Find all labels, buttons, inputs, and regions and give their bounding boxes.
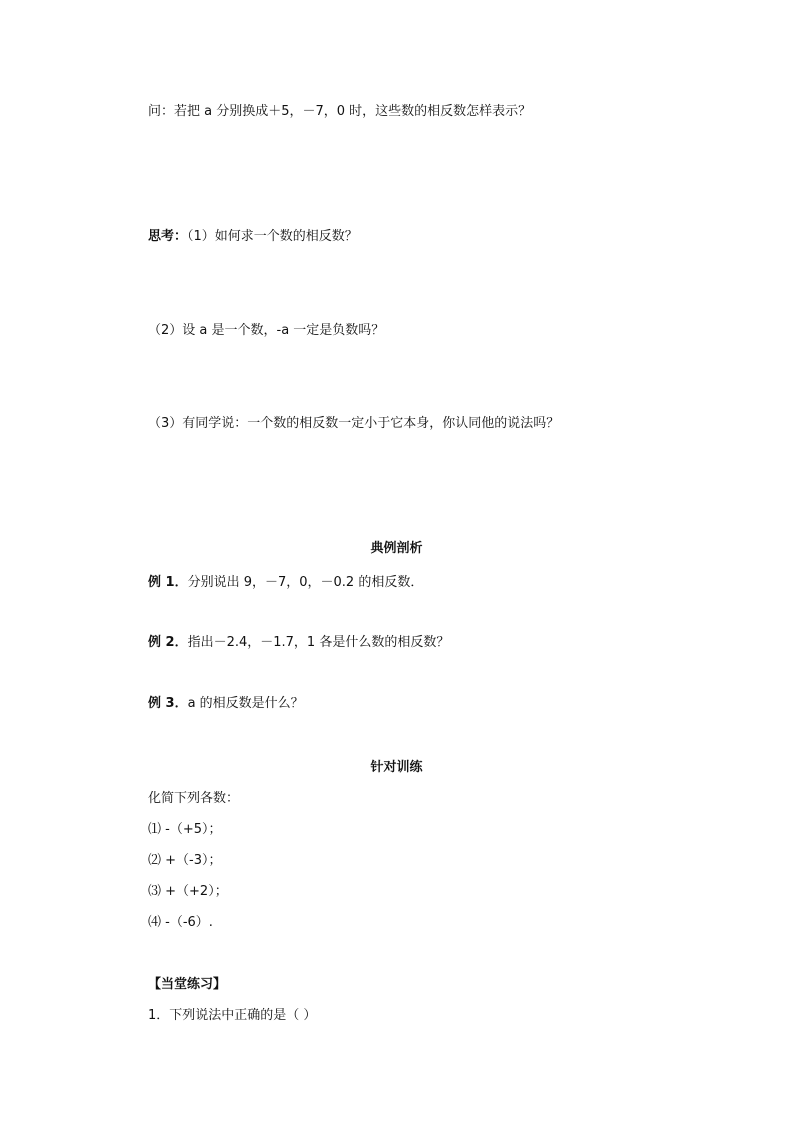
example-3-label: 例 3． bbox=[148, 696, 188, 711]
training-heading: 针对训练 bbox=[370, 760, 423, 775]
training-item-3: ⑶ +（+2）； bbox=[148, 884, 228, 899]
thinking-q1 bbox=[148, 228, 358, 246]
example-3 bbox=[148, 695, 304, 713]
thinking-q3: （3）有同学说：一个数的相反数一定小于它本身，你认同他的说法吗？ bbox=[148, 416, 560, 431]
thinking-q2: （2）设 a 是一个数，-a 一定是负数吗？ bbox=[148, 323, 385, 338]
training-item-2: ⑵ +（-3）； bbox=[148, 853, 222, 868]
example-1-text: 分别说出 9，－7，0，－0.2 的相反数． bbox=[187, 575, 424, 590]
practice-heading: 【当堂练习】 bbox=[148, 977, 227, 992]
example-1-label: 例 1． bbox=[148, 575, 188, 590]
thinking-label: 思考： bbox=[148, 229, 188, 244]
example-1 bbox=[148, 574, 423, 592]
example-2 bbox=[148, 634, 449, 652]
question-text: 问：若把 a 分别换成＋5，－7，0 时，这些数的相反数怎样表示？ bbox=[148, 104, 532, 119]
thinking-q1-text: （1）如何求一个数的相反数？ bbox=[187, 229, 358, 244]
training-item-4: ⑷ -（-6）. bbox=[148, 915, 213, 930]
practice-q1: 1．下列说法中正确的是（ ） bbox=[148, 1008, 317, 1023]
example-3-text: a 的相反数是什么？ bbox=[187, 696, 304, 711]
examples-heading: 典例剖析 bbox=[370, 541, 423, 556]
training-intro: 化简下列各数： bbox=[148, 791, 240, 806]
example-2-text: 指出－2.4，－1.7，1 各是什么数的相反数？ bbox=[187, 635, 450, 650]
example-2-label: 例 2． bbox=[148, 635, 188, 650]
training-item-1: ⑴ -（+5）； bbox=[148, 822, 222, 837]
